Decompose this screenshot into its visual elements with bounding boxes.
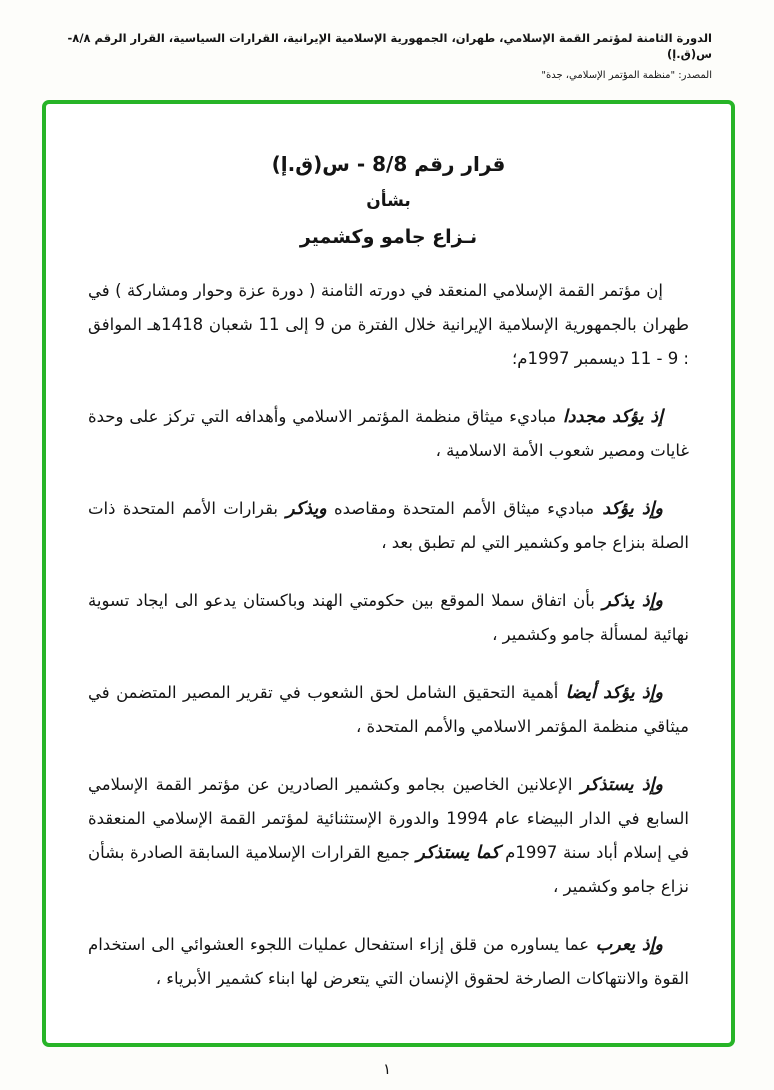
paragraph bbox=[88, 492, 689, 560]
paragraph-lead: ويذكر bbox=[278, 499, 327, 519]
paragraph-lead: وإذ يؤكد bbox=[594, 499, 663, 519]
resolution-regarding: بشأن bbox=[366, 191, 411, 211]
document-header bbox=[66, 30, 712, 81]
paragraph-lead: وإذ يعرب bbox=[589, 935, 664, 955]
header-citation: الدورة الثامنة لمؤتمر القمة الإسلامي، طهران، الجمهورية الإسلامية الإيرانية، القرارات السياسية، القرار الرقم ٨/٨-س(ق.إ) bbox=[67, 31, 712, 61]
paragraph-text: بأن اتفاق سملا الموقع بين حكومتي الهند وباكستان يدعو الى ايجاد تسوية نهائية لمسألة جامو وكشمير ، bbox=[88, 591, 689, 644]
paragraph bbox=[88, 928, 689, 996]
paragraph bbox=[88, 676, 689, 744]
paragraph-text: مباديء ميثاق منظمة المؤتمر الاسلامي وأهدافه التي تركز على وحدة غايات ومصير شعوب الأمة الاسلامية ، bbox=[88, 407, 689, 460]
paragraph-lead: وإذ يستذكر bbox=[572, 775, 663, 795]
paragraph-text: جميع القرارات الإسلامية السابقة الصادرة بشأن نزاع جامو وكشمير ، bbox=[88, 843, 689, 896]
paragraph-lead: كما يستذكر bbox=[409, 843, 500, 863]
header-source: المصدر: "منظمة المؤتمر الإسلامي، جدة" bbox=[541, 70, 712, 81]
resolution-body bbox=[88, 274, 689, 996]
paragraph-text: الإعلانين الخاصين بجامو وكشمير الصادرين عن مؤتمر القمة الإسلامي السابع في الدار البيضاء عام 1994 والدورة الإستثنائية لمؤتمر القمة الإسلامي المنعقدة في إسلام أباد سنة 1997م bbox=[88, 775, 689, 862]
paragraph-text: عما يساوره من قلق إزاء استفحال عمليات اللجوء العشوائي الى استخدام القوة والانتهاكات الصارخة لحقوق الإنسان التي يتعرض لها ابناء كشمير الأبرياء ، bbox=[88, 935, 689, 988]
paragraph-lead: وإذ يؤكد أيضا bbox=[558, 683, 663, 703]
paragraph bbox=[88, 274, 689, 376]
paragraph bbox=[88, 400, 689, 468]
content-frame bbox=[42, 100, 735, 1047]
resolution-title-block bbox=[88, 152, 689, 248]
paragraph-text: بقرارات الأمم المتحدة ذات الصلة بنزاع جامو وكشمير التي لم تطبق بعد ، bbox=[88, 499, 689, 552]
paragraph bbox=[88, 768, 689, 904]
paragraph-text: مباديء ميثاق الأمم المتحدة ومقاصده bbox=[326, 499, 595, 518]
paragraph-lead: إذ يؤكد مجددا bbox=[556, 407, 663, 427]
page-number: ١ bbox=[382, 1060, 392, 1078]
paragraph-text: أهمية التحقيق الشامل لحق الشعوب في تقرير المصير المتضمن في ميثاقي منظمة المؤتمر الاسلامي والأمم المتحدة ، bbox=[88, 683, 689, 736]
resolution-number: قرار رقم 8/8 - س(ق.إ) bbox=[271, 152, 506, 176]
paragraph-text: إن مؤتمر القمة الإسلامي المنعقد في دورته الثامنة ( دورة عزة وحوار ومشاركة ) في طهران بالجمهورية الإسلامية الإيرانية خلال الفترة من 9 إلى 11 شعبان 1418هـ الموافق : 9 - 11 ديسمبر 1997م؛ bbox=[88, 281, 689, 368]
paragraph-lead: وإذ يذكر bbox=[594, 591, 663, 611]
resolution-subject: نـزاع جامو وكشمير bbox=[299, 226, 478, 248]
paragraph bbox=[88, 584, 689, 652]
